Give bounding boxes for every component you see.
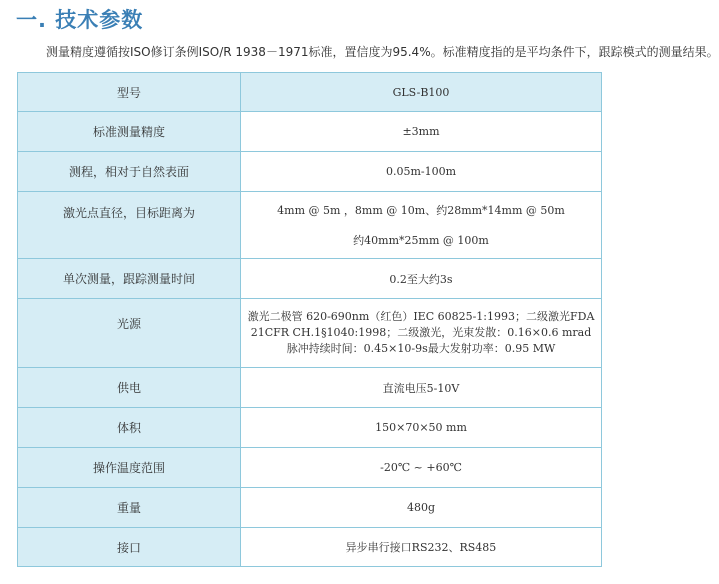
row-value bbox=[241, 408, 602, 448]
value-line: 480g bbox=[406, 501, 436, 514]
table-row bbox=[18, 192, 602, 259]
row-label: 接口 bbox=[18, 528, 241, 567]
row-value bbox=[241, 73, 602, 112]
table-row bbox=[18, 448, 602, 488]
row-label: 激光点直径，目标距离为 bbox=[18, 192, 241, 259]
row-value bbox=[241, 259, 602, 299]
table-row bbox=[18, 73, 602, 112]
row-value bbox=[241, 488, 602, 528]
table-row bbox=[18, 299, 602, 368]
row-label: 体积 bbox=[18, 408, 241, 448]
value-line: 直流电压5-10V bbox=[382, 381, 460, 395]
row-label: 重量 bbox=[18, 488, 241, 528]
value-line: 0.2至大约3s bbox=[389, 272, 453, 286]
value-line: 21CFR CH.1§1040:1998；二级激光，光束发散：0.16×0.6 mrad bbox=[250, 326, 592, 339]
table-row bbox=[18, 408, 602, 448]
value-line: 约40mm*25mm @ 100m bbox=[353, 234, 489, 247]
value-line: 0.05m-100m bbox=[385, 165, 457, 178]
section-heading: 一. 技术参数 bbox=[16, 8, 144, 32]
value-line: 脉冲持续时间：0.45×10-9s最大发射功率：0.95 MW bbox=[286, 342, 556, 355]
row-label: 测程，相对于自然表面 bbox=[18, 152, 241, 192]
table-row bbox=[18, 152, 602, 192]
row-label: 光源 bbox=[18, 299, 241, 368]
row-value bbox=[241, 192, 602, 259]
table-row bbox=[18, 112, 602, 152]
table-row bbox=[18, 488, 602, 528]
intro-paragraph: 测量精度遵循按ISO修订条例ISO/R 1938－1971标准，置信度为95.4%。标准精度指的是平均条件下，跟踪模式的测量结果。 bbox=[46, 45, 719, 59]
row-value bbox=[241, 368, 602, 408]
value-line: ±3mm bbox=[402, 125, 440, 138]
row-value bbox=[241, 299, 602, 368]
row-value bbox=[241, 528, 602, 567]
row-label: 操作温度范围 bbox=[18, 448, 241, 488]
value-line: 激光二极管 620-690nm（红色）IEC 60825-1:1993；二级激光FDA bbox=[247, 310, 595, 323]
value-line: -20℃ ~ +60℃ bbox=[380, 461, 462, 474]
row-label: 型号 bbox=[18, 73, 241, 112]
value-line: 异步串行接口RS232、RS485 bbox=[345, 541, 497, 554]
row-value bbox=[241, 448, 602, 488]
table-row bbox=[18, 259, 602, 299]
row-label: 供电 bbox=[18, 368, 241, 408]
value-line: 150×70×50 mm bbox=[375, 421, 467, 434]
row-value bbox=[241, 152, 602, 192]
table-row bbox=[18, 528, 602, 567]
value-line: GLS-B100 bbox=[392, 85, 450, 99]
row-value bbox=[241, 112, 602, 152]
value-line: 4mm @ 5m ，8mm @ 10m、约28mm*14mm @ 50m bbox=[277, 204, 565, 217]
table-row bbox=[18, 368, 602, 408]
specs-table bbox=[17, 72, 602, 567]
row-label: 标准测量精度 bbox=[18, 112, 241, 152]
row-label: 单次测量，跟踪测量时间 bbox=[18, 259, 241, 299]
